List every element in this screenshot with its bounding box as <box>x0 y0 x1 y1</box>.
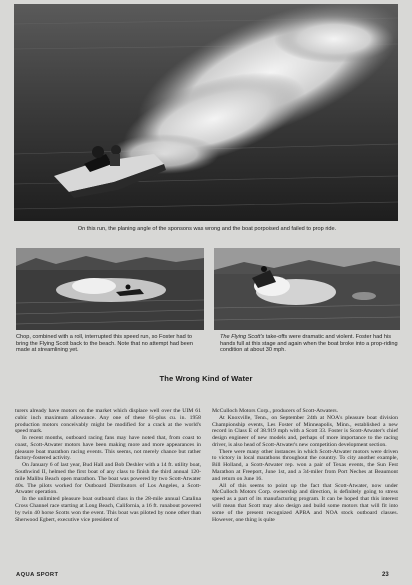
main-photo <box>14 4 398 221</box>
right-photo <box>214 248 400 330</box>
article-column-left <box>15 408 201 564</box>
right-photo-caption <box>220 334 400 354</box>
left-caption-text: Chop, combined with a roll, interrupted this speed run, so Foster had to bring the Flying Scott back to the beach. Note that no attempt had been made at streamlining yet. <box>16 334 193 354</box>
paragraph: On January 6 of last year, Bud Hall and Bob Deshler with a 14 ft. utility boat, Southwind II, helmed the first boat of any class to finish the third annual 120-mile Malibu Beach open marathon. The boat was powered by two Scott-Atwater 40s. The pilots worked for Outboard Distributors of Los Angeles, a Scott-Atwater operation. <box>15 462 201 496</box>
right-caption-boat: The Flying Scott's <box>220 334 265 340</box>
paragraph: In the unlimited pleasure boat outboard class in the 28-mile annual Catalina Cross Channel race starting at Long Beach, California, a 16 ft. runabout powered by twin 40 horse Scotts won the event. This boat was piloted by none other than Sherwood Egbert, executive vice president of <box>15 496 201 523</box>
right-caption-text: take-offs were dramatic and violent. Foster had his hands full at this stage and again when the boat broke into a prop-riding condition at about 30 mph. <box>220 334 398 354</box>
paragraph: In recent months, outboard racing fans may have noted that, from coast to coast, Scott-Atwater motors have been making more and more appearances in pleasure boat marathon racing events. This seems, not merely chance but rather factory-fostered activity. <box>15 435 201 462</box>
page-number: 23 <box>382 572 389 578</box>
article-headline: The Wrong Kind of Water <box>159 374 253 383</box>
magazine-name: AQUA SPORT <box>16 572 59 578</box>
paragraph: All of this seems to point up the fact that Scott-Atwater, now under McCulloch Motors Corp. ownership and direction, is definitely going to stress speed as a part of its manufacturing program. It can be hoped that this interest will mean that Scott may also design and build some motors that will fit into some of the present recognized APBA and NOA stock outboard classes. However, one thing is quite <box>212 482 398 523</box>
left-photo <box>16 248 204 330</box>
paragraph: turers already have motors on the market which displace well over the UIM 61 cubic inch maximum allowance. Any one of these 61-plus cu. in. 1958 production motors conceivably might be modified for a crack at the world's speed mark. <box>15 408 201 435</box>
paragraph: There were many other instances in which Scott-Atwater motors were driven to victory in local marathons throughout the country. To city another example, Bill Holland, a Scott-Atwater rep. won a pair of Texas events, the Sun Fest Marathon at Freeport, June 1st, and a 34-miler from Port Neches at Beaumont and return on June 16. <box>212 448 398 482</box>
article-column-right <box>212 408 398 564</box>
main-photo-caption: On this run, the planing angle of the sponsons was wrong and the boat porpoised and failed to prop ride. <box>77 226 337 232</box>
paragraph: At Knoxville, Tenn., on September 24th at NOA's pleasure boat division Championship events, Les Foster of Minneapolis, Minn., established a new record in Class E of 38.919 mph with a Scott 33. Foster is Scott-Atwater's chief design engineer of new models and, perhaps of more importance to the racing driver, is also head of Scott-Atwater's new competition development section. <box>212 414 398 448</box>
left-photo-caption <box>16 334 204 354</box>
paragraph: McCulloch Motors Corp., producers of Scott-Atwaters. <box>212 408 339 414</box>
